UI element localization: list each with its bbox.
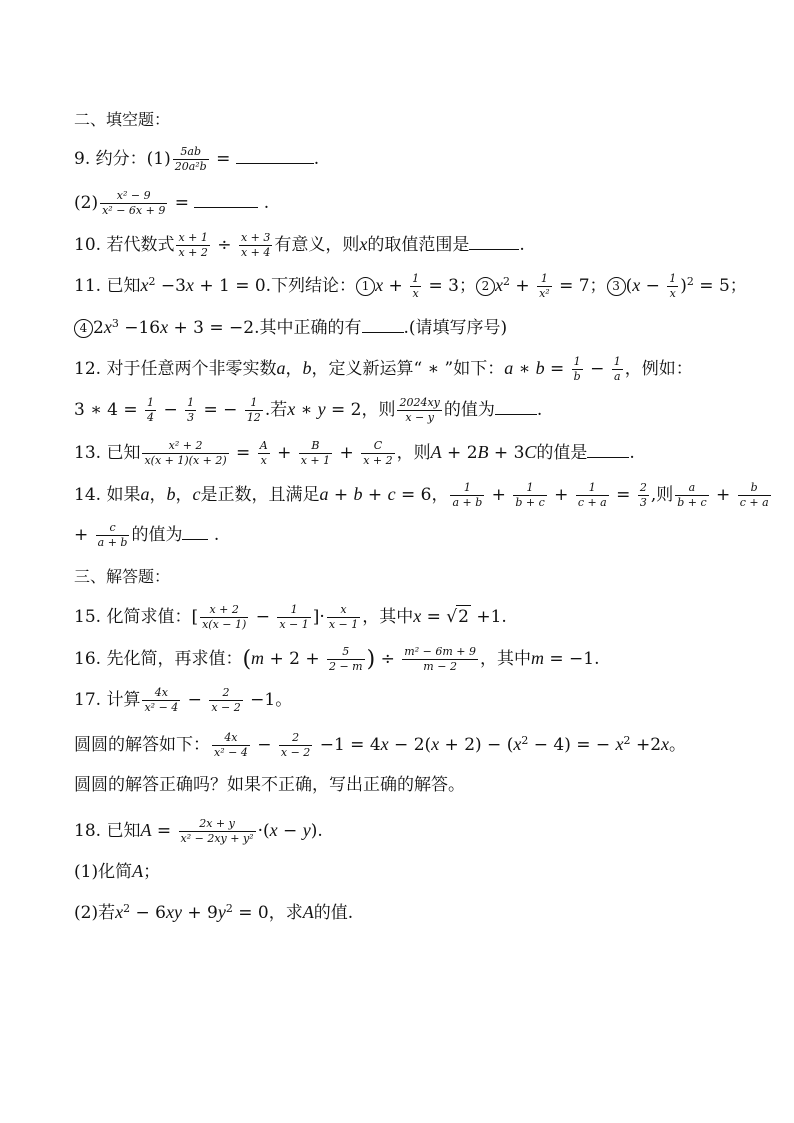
question-10: 10. 若代数式 $\frac{x + 1}{x + 2}$ ÷ $\frac{x + 3}{x + 4}$ 有意义，则x的取值范围是 . [74, 231, 525, 260]
question-15: 15. 化简求值：[ $\frac{x + 2}{x(x - 1)}$ − $\frac{1}{x - 1}$ ]· $\frac{x}{x - 1}$ ，其中x = √2 +1. [74, 603, 507, 632]
section-fill-in-heading: 二、填空题： [74, 110, 171, 129]
question-11-line-2: 4 $2x^3 -16x + 3 = -2$.其中正确的有 .(请填写序号) [74, 316, 754, 339]
q9-label: 9. 约分：(1) [74, 149, 171, 170]
q9-fraction-1: $\frac{5ab}{\text{20a²b}}$ [174, 145, 207, 174]
question-13: 13. 已知 $\frac{\text{x² + 2}}{x(x + 1)(x + 2)}$ = $\frac{A}{x}$ + $\frac{B}{x + 1}$ + $\frac{C}{x + 2}$ ，则A + 2B + 3C的值是 . [74, 439, 635, 468]
question-12-line-2: 3 ∗ 4 = $\frac{1}{4}$ − $\frac{1}{3}$ = − $\frac{1}{12}$ .若x ∗ y = 2，则 $\frac{2024xy}{x - y}$ 的值为 . [74, 396, 543, 425]
question-17-student-answer: 圆圆的解答如下： $\frac{4x}{\text{x² − 4}}$ − $\frac{2}{x - 2}$ $-1 = 4x - 2(x + 2) - (x^2 - 4)$ = − $x^2 +2x$。 [74, 731, 687, 760]
question-18-part-1: (1)化简A； [74, 861, 161, 882]
q10-answer-blank [469, 235, 519, 250]
q9-fraction-2: $\frac{\text{x² − 9}}{\text{x² − 6x + 9}}$ [102, 189, 166, 218]
question-17: 17. 计算 $\frac{4x}{\text{x² − 4}}$ − $\frac{2}{x - 2}$ −1。 [74, 686, 293, 715]
q12-answer-blank [495, 400, 537, 415]
question-9: 9. 约分：(1) $\frac{5ab}{\text{20a²b}}$ = . [74, 145, 320, 174]
question-11: 11. 已知$x^2 -3x + 1 = 0$.下列结论： 1 x + $\frac{1}{x}$ = 3； 2 $x^2$ + $\frac{1}{\text{x²}}$ = 7； 3 (x − $\frac{1}{x}$ )$^2$ = 5； [74, 272, 747, 301]
q13-answer-blank [587, 443, 629, 458]
section-solve-heading: 三、解答题： [74, 567, 171, 586]
question-18: 18. 已知A = $\frac{2x + y}{\text{x² − 2xy + y²}}$ ·(x − y). [74, 817, 323, 846]
question-12: 12. 对于任意两个非零实数a，b，定义新运算“ ∗ ”如下：a ∗ b = $\frac{1}{b}$ − $\frac{1}{a}$ ，例如： [74, 355, 693, 384]
question-16: 16. 先化简，再求值：(m + 2 + $\frac{5}{2 - m}$ ) ÷ $\frac{\text{m² − 6m + 9}}{m - 2}$ ，其中m = −1. [74, 645, 600, 674]
q9-answer-blank-1 [236, 149, 314, 164]
q9-answer-blank-2 [194, 193, 258, 208]
question-9-part-2: (2) $\frac{\text{x² − 9}}{\text{x² − 6x + 9}}$ = . [74, 189, 270, 218]
question-14-line-2: + $\frac{c}{a + b}$ 的值为 . [74, 521, 220, 550]
q11-answer-blank [362, 318, 404, 333]
q14-answer-blank [182, 525, 208, 540]
question-14: 14. 如果a，b，c是正数，且满足a + b + c = 6， $\frac{1}{a + b}$ + $\frac{1}{b + c}$ + $\frac{1}{c + a}$ = $\frac{2}{3}$ ,则 $\frac{a}{b + c}$ + $\frac{b}{c + a}$ [74, 481, 769, 510]
question-18-part-2: (2)若$x^2 - 6xy + 9y^2 = 0$，求A的值. [74, 902, 354, 923]
question-17-prompt: 圆圆的解答正确吗？如果不正确，写出正确的解答。 [74, 775, 465, 795]
